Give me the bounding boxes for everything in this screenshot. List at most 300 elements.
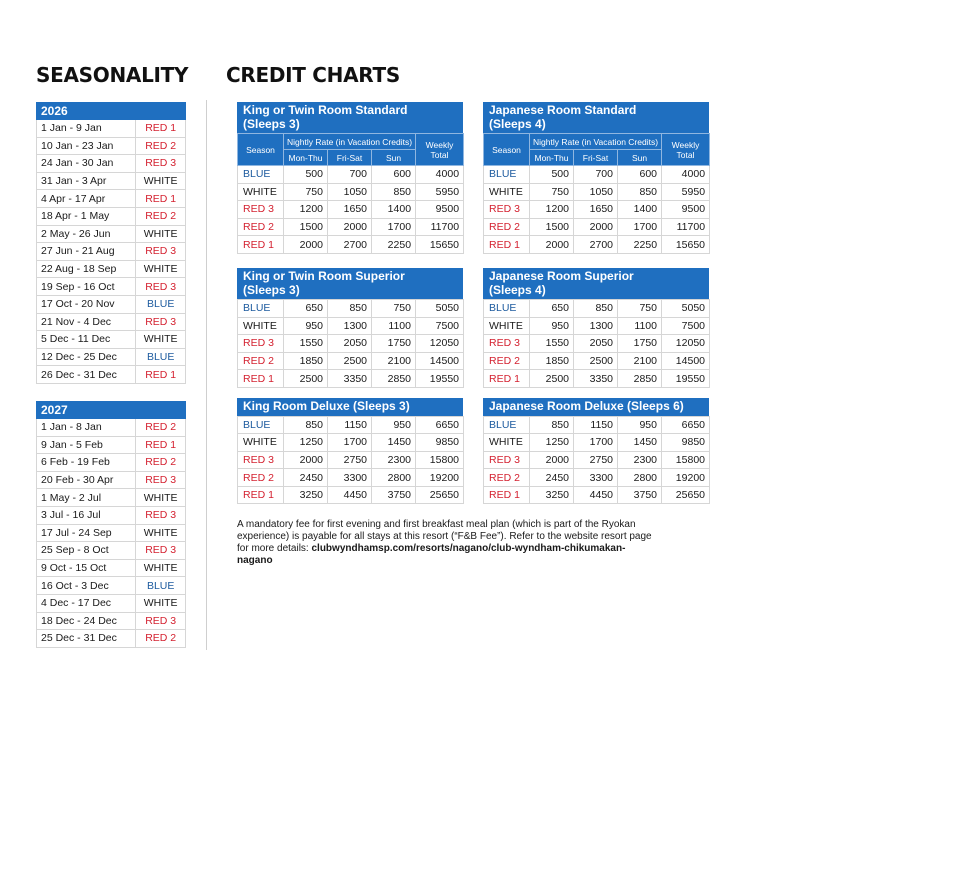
season-dates: 25 Sep - 8 Oct (37, 542, 136, 560)
credit-value: 3300 (574, 469, 618, 487)
credit-value: 1850 (530, 352, 574, 370)
season-dates: 2 May - 26 Jun (37, 225, 136, 243)
room-title-line1: Japanese Room Deluxe (Sleeps 6) (489, 399, 684, 413)
season-row (37, 542, 186, 560)
season-dates: 31 Jan - 3 Apr (37, 172, 136, 190)
credit-value: 19550 (662, 370, 710, 388)
season-row (37, 137, 186, 155)
credit-value: 1550 (530, 335, 574, 353)
credit-value: 950 (284, 317, 328, 335)
credit-value: 2750 (574, 451, 618, 469)
credit-value: 6650 (662, 416, 710, 434)
credit-value: 2000 (284, 236, 328, 254)
credit-value: 3750 (618, 486, 662, 504)
season-label: BLUE (136, 577, 186, 595)
credit-value: 2000 (328, 218, 372, 236)
credit-value: 2450 (530, 469, 574, 487)
credit-value: 1500 (530, 218, 574, 236)
credit-value: 2450 (284, 469, 328, 487)
credit-table (483, 133, 710, 254)
credit-value: 15650 (662, 236, 710, 254)
season-label: WHITE (136, 594, 186, 612)
season-row (37, 348, 186, 366)
season-row (37, 471, 186, 489)
credit-row (484, 352, 710, 370)
credit-row (238, 183, 464, 201)
credit-season-label: RED 1 (484, 486, 530, 504)
room-title (237, 268, 463, 299)
credit-row (484, 469, 710, 487)
credit-season-label: WHITE (484, 183, 530, 201)
credit-value: 6650 (416, 416, 464, 434)
credit-value: 650 (530, 300, 574, 318)
credit-row (484, 183, 710, 201)
season-row (37, 630, 186, 648)
credit-value: 2100 (618, 352, 662, 370)
credit-value: 750 (372, 300, 416, 318)
credit-value: 11700 (416, 218, 464, 236)
credit-value: 5950 (416, 183, 464, 201)
credit-value: 950 (618, 416, 662, 434)
credit-value: 3350 (574, 370, 618, 388)
column-divider (206, 100, 207, 650)
credit-season-label: RED 1 (484, 370, 530, 388)
room-title-line1: King or Twin Room Standard (243, 103, 408, 117)
credit-row (238, 352, 464, 370)
season-label: WHITE (136, 489, 186, 507)
credit-value: 1200 (284, 201, 328, 219)
credit-value: 3250 (284, 486, 328, 504)
room-title (483, 268, 709, 299)
credit-value: 600 (618, 166, 662, 184)
credit-row (238, 451, 464, 469)
credit-value: 1150 (574, 416, 618, 434)
credit-value: 2850 (618, 370, 662, 388)
credit-value: 2500 (530, 370, 574, 388)
credit-value: 2050 (328, 335, 372, 353)
credit-value: 4000 (416, 166, 464, 184)
credit-value: 15800 (416, 451, 464, 469)
credit-row (484, 335, 710, 353)
room-title-line1: King Room Deluxe (Sleeps 3) (243, 399, 410, 413)
credit-value: 850 (530, 416, 574, 434)
season-label: WHITE (136, 331, 186, 349)
sun-header: Sun (372, 150, 416, 166)
credit-value: 1400 (372, 201, 416, 219)
season-dates: 24 Jan - 30 Jan (37, 155, 136, 173)
season-row (37, 594, 186, 612)
season-dates: 16 Oct - 3 Dec (37, 577, 136, 595)
season-label: RED 1 (136, 436, 186, 454)
season-dates: 21 Nov - 4 Dec (37, 313, 136, 331)
season-dates: 9 Oct - 15 Oct (37, 559, 136, 577)
credit-value: 15800 (662, 451, 710, 469)
credit-value: 2300 (372, 451, 416, 469)
season-row (37, 559, 186, 577)
credit-value: 2500 (328, 352, 372, 370)
credit-table (237, 133, 464, 254)
season-label: RED 3 (136, 612, 186, 630)
credit-value: 1050 (328, 183, 372, 201)
credit-row (238, 218, 464, 236)
season-row (37, 577, 186, 595)
credit-row (238, 317, 464, 335)
season-label: WHITE (136, 225, 186, 243)
credit-value: 1700 (618, 218, 662, 236)
year-header: 2026 (37, 103, 186, 120)
credit-row (238, 434, 464, 452)
credit-value: 1700 (574, 434, 618, 452)
credit-season-label: RED 3 (484, 451, 530, 469)
credit-value: 15650 (416, 236, 464, 254)
season-dates: 25 Dec - 31 Dec (37, 630, 136, 648)
resort-link[interactable]: clubwyndhamsp.com/resorts/nagano/club-wyndham-chikumakan-nagano (237, 543, 626, 566)
credit-chart-king-twin-superior (237, 268, 463, 388)
fri-sat-header: Fri-Sat (328, 150, 372, 166)
season-row (37, 243, 186, 261)
credit-value: 2300 (618, 451, 662, 469)
credit-value: 1200 (530, 201, 574, 219)
credit-value: 1750 (372, 335, 416, 353)
room-title-line1: Japanese Room Superior (489, 269, 634, 283)
fee-footnote (237, 519, 657, 567)
season-row (37, 506, 186, 524)
credit-table (237, 416, 464, 505)
weekly-total-header: Weekly Total (416, 134, 464, 166)
credit-season-label: BLUE (484, 300, 530, 318)
credit-value: 1450 (618, 434, 662, 452)
credit-value: 2250 (372, 236, 416, 254)
credit-value: 3750 (372, 486, 416, 504)
credit-value: 750 (530, 183, 574, 201)
season-label: RED 2 (136, 419, 186, 437)
season-dates: 18 Apr - 1 May (37, 207, 136, 225)
season-dates: 3 Jul - 16 Jul (37, 506, 136, 524)
season-dates: 19 Sep - 16 Oct (37, 278, 136, 296)
credit-value: 4450 (574, 486, 618, 504)
season-row (37, 295, 186, 313)
season-label: RED 1 (136, 120, 186, 138)
credit-value: 1650 (574, 201, 618, 219)
credit-value: 1100 (618, 317, 662, 335)
credit-value: 850 (372, 183, 416, 201)
credit-value: 25650 (662, 486, 710, 504)
season-dates: 1 Jan - 8 Jan (37, 419, 136, 437)
credit-table (483, 416, 710, 505)
credit-row (484, 451, 710, 469)
season-row (37, 260, 186, 278)
credit-value: 2050 (574, 335, 618, 353)
credit-row (484, 218, 710, 236)
seasonality-heading: SEASONALITY (36, 63, 189, 87)
season-row (37, 155, 186, 173)
credit-value: 950 (372, 416, 416, 434)
room-title-line2: (Sleeps 3) (243, 116, 300, 131)
season-dates: 27 Jun - 21 Aug (37, 243, 136, 261)
credit-value: 12050 (416, 335, 464, 353)
credit-value: 2000 (530, 451, 574, 469)
room-title (483, 398, 709, 416)
credit-value: 5050 (662, 300, 710, 318)
credit-row (484, 166, 710, 184)
credit-season-label: RED 3 (238, 451, 284, 469)
credit-season-label: WHITE (238, 317, 284, 335)
season-dates: 4 Dec - 17 Dec (37, 594, 136, 612)
season-label: WHITE (136, 260, 186, 278)
season-label: RED 1 (136, 366, 186, 384)
season-row (37, 278, 186, 296)
footnote-text: A mandatory fee for first evening and first breakfast meal plan (which is part of the Ryokan experience) is payable for all stays at this resort (“F&B Fee”). Refer to the website resort page for more details: (237, 519, 652, 554)
credit-row (238, 416, 464, 434)
credit-value: 1050 (574, 183, 618, 201)
credit-value: 700 (328, 166, 372, 184)
credit-row (238, 166, 464, 184)
room-title (237, 398, 463, 416)
credit-value: 1550 (284, 335, 328, 353)
credit-value: 1750 (618, 335, 662, 353)
credit-value: 2850 (372, 370, 416, 388)
credit-row (484, 486, 710, 504)
season-dates: 22 Aug - 18 Sep (37, 260, 136, 278)
credit-value: 5050 (416, 300, 464, 318)
credit-value: 4000 (662, 166, 710, 184)
credit-season-label: RED 3 (484, 335, 530, 353)
credit-season-label: RED 3 (238, 335, 284, 353)
room-title-line2: (Sleeps 3) (243, 282, 300, 297)
season-row (37, 120, 186, 138)
season-dates: 17 Jul - 24 Sep (37, 524, 136, 542)
credit-season-label: WHITE (484, 317, 530, 335)
credit-value: 9500 (662, 201, 710, 219)
season-label: WHITE (136, 524, 186, 542)
credit-value: 1450 (372, 434, 416, 452)
credit-value: 2000 (284, 451, 328, 469)
season-label: WHITE (136, 172, 186, 190)
season-dates: 26 Dec - 31 Dec (37, 366, 136, 384)
credit-value: 600 (372, 166, 416, 184)
credit-value: 2800 (372, 469, 416, 487)
credit-value: 1250 (284, 434, 328, 452)
credit-season-label: RED 1 (238, 486, 284, 504)
credit-row (484, 201, 710, 219)
credit-table (237, 299, 464, 388)
credit-value: 2100 (372, 352, 416, 370)
credit-value: 1300 (328, 317, 372, 335)
credit-row (238, 486, 464, 504)
season-label: RED 3 (136, 313, 186, 331)
season-row (37, 331, 186, 349)
season-dates: 5 Dec - 11 Dec (37, 331, 136, 349)
credit-value: 2500 (574, 352, 618, 370)
credit-row (238, 370, 464, 388)
credit-season-label: WHITE (484, 434, 530, 452)
mon-thu-header: Mon-Thu (284, 150, 328, 166)
credit-season-label: WHITE (238, 434, 284, 452)
credit-chart-king-deluxe (237, 398, 463, 504)
credit-value: 3300 (328, 469, 372, 487)
credit-season-label: BLUE (238, 166, 284, 184)
season-label: RED 1 (136, 190, 186, 208)
credit-season-label: RED 2 (484, 352, 530, 370)
fri-sat-header: Fri-Sat (574, 150, 618, 166)
season-label: BLUE (136, 295, 186, 313)
credit-chart-king-twin-standard (237, 102, 463, 254)
season-label: RED 2 (136, 454, 186, 472)
credit-row (484, 236, 710, 254)
nightly-rate-header: Nightly Rate (in Vacation Credits) (530, 134, 662, 150)
credit-row (484, 370, 710, 388)
credit-season-label: RED 2 (238, 469, 284, 487)
credit-value: 7500 (416, 317, 464, 335)
credit-value: 850 (284, 416, 328, 434)
season-label: RED 2 (136, 137, 186, 155)
credit-season-label: RED 1 (484, 236, 530, 254)
credit-row (238, 201, 464, 219)
credit-season-label: RED 2 (238, 218, 284, 236)
credit-season-label: RED 3 (238, 201, 284, 219)
credit-value: 500 (530, 166, 574, 184)
season-label: RED 3 (136, 471, 186, 489)
credit-value: 700 (574, 166, 618, 184)
credit-value: 4450 (328, 486, 372, 504)
season-col-header: Season (484, 134, 530, 166)
nightly-rate-header: Nightly Rate (in Vacation Credits) (284, 134, 416, 150)
credit-season-label: WHITE (238, 183, 284, 201)
season-row (37, 225, 186, 243)
seasonality-table-2027 (36, 401, 186, 648)
credit-value: 750 (284, 183, 328, 201)
credit-row (238, 236, 464, 254)
credit-season-label: RED 1 (238, 370, 284, 388)
credit-table (483, 299, 710, 388)
season-row (37, 313, 186, 331)
credit-row (484, 416, 710, 434)
credit-value: 1500 (284, 218, 328, 236)
credit-charts-heading: CREDIT CHARTS (226, 63, 400, 87)
credit-value: 3250 (530, 486, 574, 504)
credit-value: 2700 (574, 236, 618, 254)
credit-value: 950 (530, 317, 574, 335)
credit-value: 2250 (618, 236, 662, 254)
room-title-line1: Japanese Room Standard (489, 103, 637, 117)
season-dates: 17 Oct - 20 Nov (37, 295, 136, 313)
season-dates: 1 Jan - 9 Jan (37, 120, 136, 138)
season-col-header: Season (238, 134, 284, 166)
credit-value: 9500 (416, 201, 464, 219)
credit-value: 19550 (416, 370, 464, 388)
room-title-line1: King or Twin Room Superior (243, 269, 405, 283)
credit-value: 2000 (530, 236, 574, 254)
season-dates: 20 Feb - 30 Apr (37, 471, 136, 489)
credit-value: 2700 (328, 236, 372, 254)
season-row (37, 454, 186, 472)
credit-value: 1250 (530, 434, 574, 452)
credit-season-label: BLUE (238, 300, 284, 318)
season-dates: 12 Dec - 25 Dec (37, 348, 136, 366)
credit-value: 12050 (662, 335, 710, 353)
credit-value: 850 (618, 183, 662, 201)
credit-value: 650 (284, 300, 328, 318)
room-title-line2: (Sleeps 4) (489, 116, 546, 131)
credit-value: 2750 (328, 451, 372, 469)
season-row (37, 436, 186, 454)
credit-value: 1700 (328, 434, 372, 452)
credit-value: 11700 (662, 218, 710, 236)
credit-row (238, 469, 464, 487)
seasonality-table-2026 (36, 102, 186, 384)
credit-value: 1850 (284, 352, 328, 370)
credit-value: 14500 (416, 352, 464, 370)
season-row (37, 489, 186, 507)
credit-season-label: RED 2 (484, 218, 530, 236)
credit-chart-japanese-superior (483, 268, 709, 388)
credit-season-label: RED 2 (484, 469, 530, 487)
credit-value: 2500 (284, 370, 328, 388)
season-row (37, 524, 186, 542)
season-dates: 1 May - 2 Jul (37, 489, 136, 507)
credit-value: 1100 (372, 317, 416, 335)
room-title-line2: (Sleeps 4) (489, 282, 546, 297)
credit-value: 2800 (618, 469, 662, 487)
credit-season-label: RED 2 (238, 352, 284, 370)
credit-value: 1650 (328, 201, 372, 219)
credit-season-label: RED 3 (484, 201, 530, 219)
credit-value: 500 (284, 166, 328, 184)
room-title (483, 102, 709, 133)
season-label: RED 2 (136, 630, 186, 648)
credit-value: 14500 (662, 352, 710, 370)
credit-value: 850 (328, 300, 372, 318)
season-dates: 10 Jan - 23 Jan (37, 137, 136, 155)
credit-row (238, 300, 464, 318)
season-dates: 6 Feb - 19 Feb (37, 454, 136, 472)
credit-value: 25650 (416, 486, 464, 504)
season-dates: 18 Dec - 24 Dec (37, 612, 136, 630)
season-dates: 9 Jan - 5 Feb (37, 436, 136, 454)
credit-value: 9850 (662, 434, 710, 452)
credit-row (484, 317, 710, 335)
credit-value: 1400 (618, 201, 662, 219)
credit-value: 2000 (574, 218, 618, 236)
credit-value: 9850 (416, 434, 464, 452)
credit-row (238, 335, 464, 353)
credit-season-label: BLUE (484, 166, 530, 184)
credit-value: 1150 (328, 416, 372, 434)
season-label: RED 3 (136, 243, 186, 261)
mon-thu-header: Mon-Thu (530, 150, 574, 166)
weekly-total-header: Weekly Total (662, 134, 710, 166)
season-label: WHITE (136, 559, 186, 577)
season-row (37, 366, 186, 384)
credit-chart-japanese-standard (483, 102, 709, 254)
credit-value: 750 (618, 300, 662, 318)
credit-value: 1700 (372, 218, 416, 236)
credit-season-label: RED 1 (238, 236, 284, 254)
credit-season-label: BLUE (238, 416, 284, 434)
credit-season-label: BLUE (484, 416, 530, 434)
season-label: RED 3 (136, 506, 186, 524)
season-label: RED 3 (136, 155, 186, 173)
credit-value: 1300 (574, 317, 618, 335)
season-row (37, 172, 186, 190)
season-label: RED 2 (136, 207, 186, 225)
season-dates: 4 Apr - 17 Apr (37, 190, 136, 208)
sun-header: Sun (618, 150, 662, 166)
season-label: BLUE (136, 348, 186, 366)
credit-value: 7500 (662, 317, 710, 335)
season-label: RED 3 (136, 542, 186, 560)
season-row (37, 612, 186, 630)
